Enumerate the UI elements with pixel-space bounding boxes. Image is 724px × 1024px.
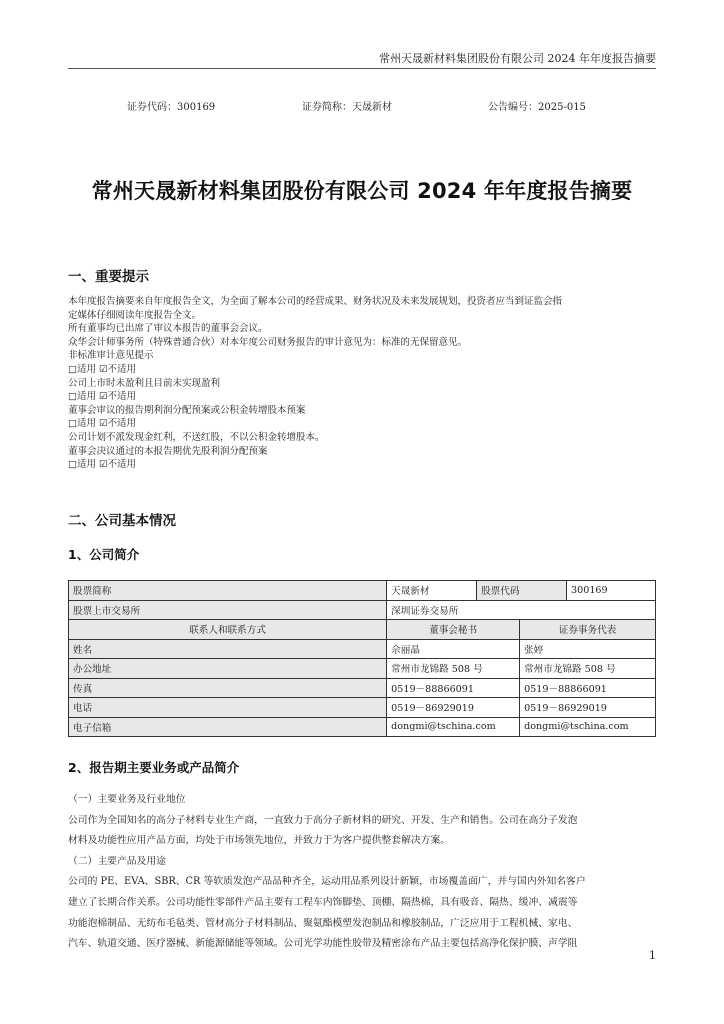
stock-code-label: 股票代码 [477,581,567,601]
table-row [69,659,656,679]
para-line: 公司的 PE、EVA、SBR、CR 等软质发泡产品品种齐全，运动用品系列设计新颖，市场覆盖面广，并与国内外知名客户 [68,876,586,888]
securities-rep-header: 证券事务代表 [520,620,656,640]
table-row [69,698,656,718]
row-label: 办公地址 [69,659,387,679]
security-code: 证券代码：300169 [127,102,216,113]
para-line: 材料及功能性应用产品方面，均处于市场领先地位，并致力于为客户提供整套解决方案。 [68,835,451,847]
para-line: 汽车、轨道交通、医疗器械、新能源储能等领域。公司光学功能性胶带及精密涂布产品主要包括高净化保护膜、声学阻 [68,938,578,950]
note-line: 所有董事均已出席了审议本报告的董事会会议。 [68,323,268,335]
document-title: 常州天晟新材料集团股份有限公司 2024 年年度报告摘要 [91,179,633,203]
para-line: （一）主要业务及行业地位 [68,794,186,805]
rep-value: dongmi@tschina.com [520,717,656,737]
exchange-label: 股票上市交易所 [69,600,387,620]
para-line: 建立了长期合作关系。公司功能性零部件产品主要有工程车内饰脚垫、顶棚、隔热棉，具有吸音、隔热、缓冲、减震等 [68,896,578,908]
business-heading: 2、报告期主要业务或产品简介 [68,760,240,775]
note-line: 董事会审议的报告期利润分配预案或公积金转增股本预案 [68,404,306,416]
secretary-value: 0519－88866091 [387,678,520,698]
note-line: □适用 ☑不适用 [68,418,137,430]
security-short-name: 证券简称：天晟新材 [302,102,392,113]
note-line: □适用 ☑不适用 [68,363,137,375]
table-row [69,639,656,659]
note-line: □适用 ☑不适用 [68,459,137,471]
rep-value: 0519－88866091 [520,678,656,698]
rep-value: 0519－86929019 [520,698,656,718]
announcement-number: 公告编号：2025-015 [488,102,586,113]
row-label: 电话 [69,698,387,718]
note-line: 公司计划不派发现金红利，不送红股，不以公积金转增股本。 [68,431,325,443]
rep-value: 张婷 [520,639,656,659]
company-profile-heading: 1、公司简介 [68,547,140,562]
important-notes [68,295,656,472]
secretary-value: 常州市龙锦路 508 号 [387,659,520,679]
note-line: □适用 ☑不适用 [68,391,137,403]
secretary-value: 佘丽晶 [387,639,520,659]
page-number: 1 [649,949,656,962]
business-description [68,790,656,955]
para-line: （二）主要产品及用途 [68,855,166,867]
company-info-table [68,580,656,737]
table-row [69,581,656,601]
para-line: 功能泡棉制品、无纺布毛毡类、管材高分子材料制品、聚氨酯模塑发泡制品和橡胶制品，广泛应用于工程机械、家电、 [68,917,578,929]
note-line: 董事会决议通过的本报告期优先股利润分配预案 [68,445,268,457]
stock-code-value: 300169 [567,581,656,601]
row-label: 电子信箱 [69,717,387,737]
para-line: 公司作为全国知名的高分子材料专业生产商，一直致力于高分子新材料的研究、开发、生产和销售。公司在高分子发泡 [68,814,578,826]
section2-heading: 二、公司基本情况 [68,513,176,529]
note-line: 众华会计师事务所（特殊普通合伙）对本年度公司财务报告的审计意见为：标准的无保留意见。 [68,336,468,348]
note-line: 本年度报告摘要来自年度报告全文，为全面了解本公司的经营成果、财务状况及未来发展规划，投资者应当到证监会指 [68,296,563,307]
note-line: 公司上市时未盈利且目前未实现盈利 [68,377,221,389]
stock-short-name-label: 股票简称 [69,581,387,601]
header-rule [68,68,656,69]
stock-short-name-value: 天晟新材 [387,581,477,601]
board-secretary-header: 董事会秘书 [387,620,520,640]
table-row [69,717,656,737]
running-header: 常州天晟新材料集团股份有限公司 2024 年年度报告摘要 [379,52,656,65]
row-label: 姓名 [69,639,387,659]
note-line: 非标准审计意见提示 [68,350,154,362]
table-row [69,600,656,620]
table-row [69,678,656,698]
rep-value: 常州市龙锦路 508 号 [520,659,656,679]
secretary-value: 0519－86929019 [387,698,520,718]
contact-header: 联系人和联系方式 [69,620,387,640]
table-row [69,620,656,640]
row-label: 传真 [69,678,387,698]
note-line: 定媒体仔细阅读年度报告全文。 [68,309,202,321]
section1-heading: 一、重要提示 [68,269,149,285]
secretary-value: dongmi@tschina.com [387,717,520,737]
exchange-value: 深圳证券交易所 [387,600,656,620]
